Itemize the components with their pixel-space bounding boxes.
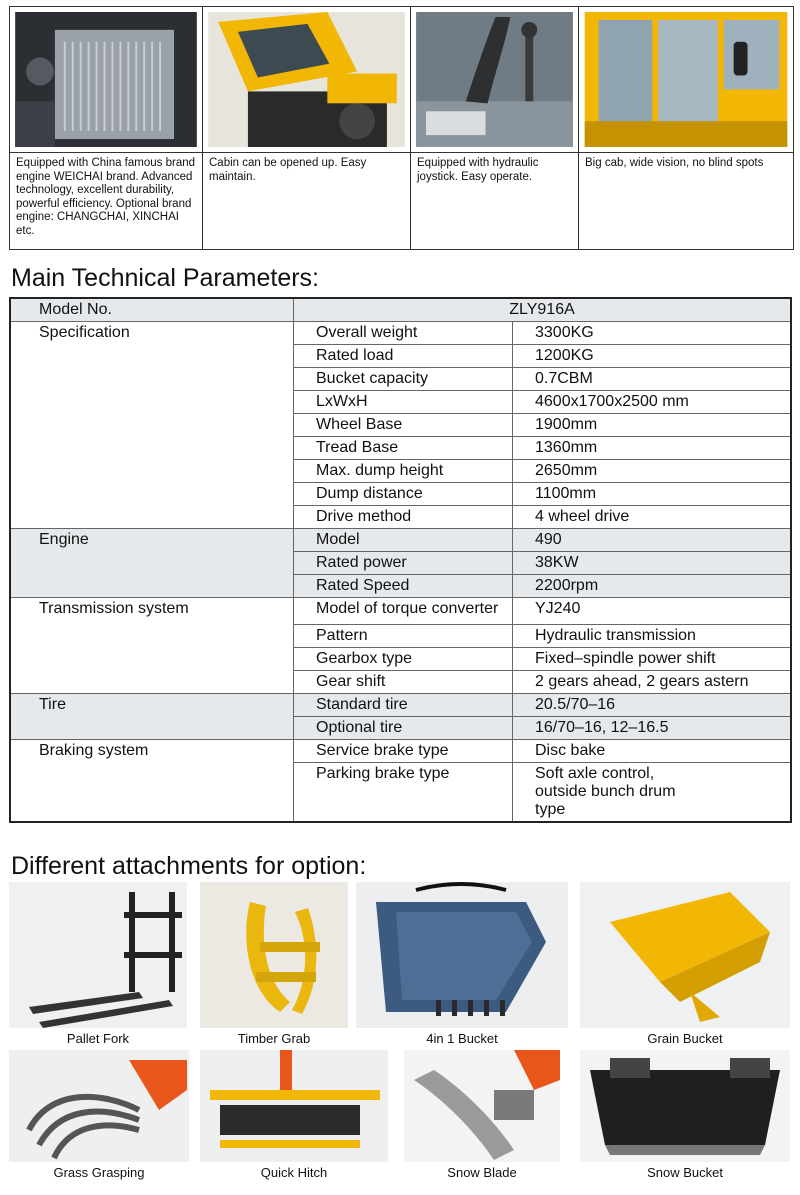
param-value: 2650mm xyxy=(513,460,792,483)
param-label: Model of torque converter xyxy=(294,598,513,625)
feature-cabin xyxy=(203,7,411,249)
param-value: Fixed–spindle power shift xyxy=(513,648,792,671)
param-label: LxWxH xyxy=(294,391,513,414)
params-table xyxy=(9,297,792,823)
param-row xyxy=(10,598,791,625)
attachment-grass-grasping xyxy=(9,1050,189,1180)
feature-engine xyxy=(10,7,203,249)
attachment-label: Timber Grab xyxy=(237,1031,311,1046)
attachment-label: Snow Blade xyxy=(447,1165,517,1180)
attachment-label: 4in 1 Bucket xyxy=(426,1031,498,1046)
param-row xyxy=(10,694,791,717)
param-value: 1900mm xyxy=(513,414,792,437)
param-value: YJ240 xyxy=(513,598,792,625)
model-label: Model No. xyxy=(10,298,294,322)
param-value: 38KW xyxy=(513,552,792,575)
attachment-pallet-fork xyxy=(9,882,187,1046)
snow-bucket-photo xyxy=(580,1050,790,1162)
attachments-title: Different attachments for option: xyxy=(11,852,367,880)
feature-cabin-text: Cabin can be opened up. Easy maintain. xyxy=(209,157,367,183)
param-label: Model xyxy=(294,529,513,552)
engine-photo xyxy=(10,7,202,153)
param-group-label: Transmission system xyxy=(10,598,294,694)
param-value: 2200rpm xyxy=(513,575,792,598)
feature-grid xyxy=(9,6,794,250)
param-row xyxy=(10,740,791,763)
feature-cab xyxy=(579,7,793,249)
grass-grasping-photo xyxy=(9,1050,189,1162)
attachment-snow-blade xyxy=(404,1050,560,1180)
param-label: Tread Base xyxy=(294,437,513,460)
param-group-label: Engine xyxy=(10,529,294,598)
attachment-label: Quick Hitch xyxy=(260,1165,328,1180)
param-label: Rated load xyxy=(294,345,513,368)
attachment-label: Snow Bucket xyxy=(647,1165,723,1180)
feature-joystick-text: Equipped with hydraulic joystick. Easy operate. xyxy=(417,157,539,183)
param-label: Gear shift xyxy=(294,671,513,694)
feature-engine-text: Equipped with China famous brand engine WEICHAI brand. Advanced technology, excellent durability, powerful efficiency. Optional brand engine: CHANGCHAI, XINCHAI etc. xyxy=(16,157,196,237)
attachment-label: Pallet Fork xyxy=(66,1031,130,1046)
attachment-4in1-bucket xyxy=(356,882,568,1046)
param-label: Bucket capacity xyxy=(294,368,513,391)
attachment-label: Grass Grasping xyxy=(53,1165,145,1180)
param-value: 1100mm xyxy=(513,483,792,506)
param-value: 490 xyxy=(513,529,792,552)
param-label: Overall weight xyxy=(294,322,513,345)
timber-grab-photo xyxy=(200,882,348,1028)
param-value: 20.5/70–16 xyxy=(513,694,792,717)
param-label: Max. dump height xyxy=(294,460,513,483)
param-value: 2 gears ahead, 2 gears astern xyxy=(513,671,792,694)
model-row xyxy=(10,298,791,322)
param-label: Drive method xyxy=(294,506,513,529)
params-title: Main Technical Parameters: xyxy=(11,264,320,292)
param-value: 4600x1700x2500 mm xyxy=(513,391,792,414)
param-group-label: Braking system xyxy=(10,740,294,823)
param-value: Disc bake xyxy=(513,740,792,763)
param-value: Hydraulic transmission xyxy=(513,625,792,648)
attachment-timber-grab xyxy=(200,882,348,1046)
param-value: 1200KG xyxy=(513,345,792,368)
param-label: Gearbox type xyxy=(294,648,513,671)
param-label: Parking brake type xyxy=(294,763,513,823)
param-row xyxy=(10,322,791,345)
grain-bucket-photo xyxy=(580,882,790,1028)
pallet-fork-photo xyxy=(9,882,187,1028)
param-label: Standard tire xyxy=(294,694,513,717)
attachment-quick-hitch xyxy=(200,1050,388,1180)
param-label: Rated Speed xyxy=(294,575,513,598)
param-value: 16/70–16, 12–16.5 xyxy=(513,717,792,740)
joystick-photo xyxy=(411,7,578,153)
param-group-label: Tire xyxy=(10,694,294,740)
param-label: Optional tire xyxy=(294,717,513,740)
param-label: Wheel Base xyxy=(294,414,513,437)
param-label: Rated power xyxy=(294,552,513,575)
param-value: 4 wheel drive xyxy=(513,506,792,529)
quick-hitch-photo xyxy=(200,1050,388,1162)
param-label: Pattern xyxy=(294,625,513,648)
param-value: 3300KG xyxy=(513,322,792,345)
param-group-label: Specification xyxy=(10,322,294,529)
param-label: Dump distance xyxy=(294,483,513,506)
param-value: 1360mm xyxy=(513,437,792,460)
open-cabin-photo xyxy=(203,7,410,153)
4in1-bucket-photo xyxy=(356,882,568,1028)
param-value: Soft axle control, outside bunch drum type xyxy=(513,763,792,823)
attachment-label: Grain Bucket xyxy=(647,1031,723,1046)
model-value: ZLY916A xyxy=(294,298,792,322)
snow-blade-photo xyxy=(404,1050,560,1162)
attachment-snow-bucket xyxy=(580,1050,790,1180)
param-value: 0.7CBM xyxy=(513,368,792,391)
feature-joystick xyxy=(411,7,579,249)
feature-cab-text: Big cab, wide vision, no blind spots xyxy=(585,157,764,169)
param-label: Service brake type xyxy=(294,740,513,763)
attachment-grain-bucket xyxy=(580,882,790,1046)
cab-interior-photo xyxy=(579,7,793,153)
param-row xyxy=(10,529,791,552)
